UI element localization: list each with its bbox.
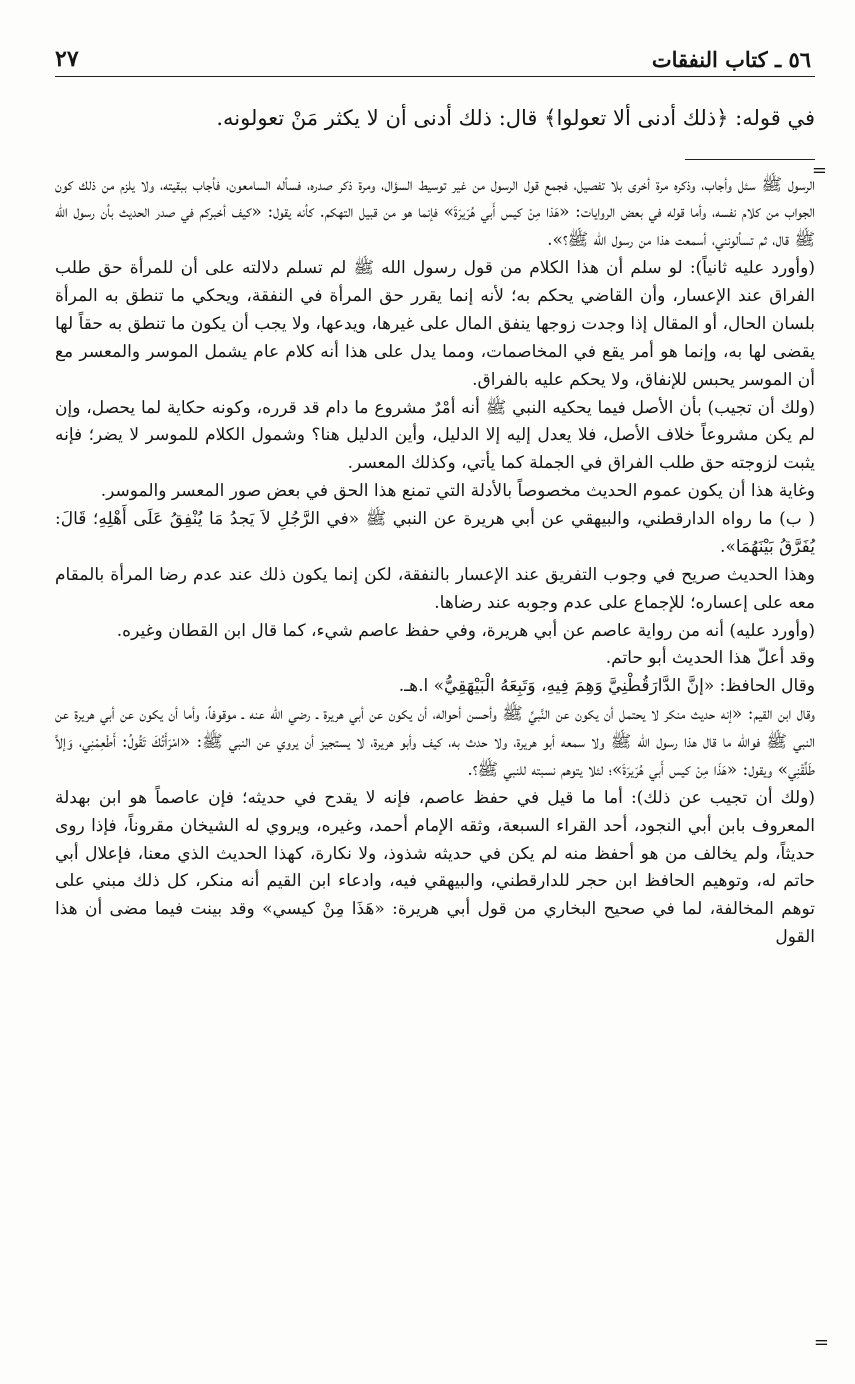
- continuation-mark-top: =: [811, 160, 827, 181]
- footnotes: [55, 172, 815, 953]
- footnote-paragraph: وقال ابن القيم: «إنه حديث منكر لا يحتمل أن يكون عن النَّبيِّ ﷺ وأحسن أحواله، أن يكون عن أبي هريرة ـ رضي الله عنه ـ موقوفاً، وأما أن يكون عن أبي هريرة عن النبي ﷺ فوالله ما قال هذا رسول الله ﷺ ولا سمعه أبو هريرة، ولا حدث به، كيف وأبو هريرة، لا يستجيز أن يروي عن النبي ﷺ: «امْرَأَتُكَ تَقُولُ: أَطْعِمْنِي، وَإلاَّ طَلِّقْنِي» ويقول: «هَذَا مِنْ كيس أَبي هُرَيرَةَ»؛ لئلا يتوهم نسبته للنبي ﷺ؟.: [55, 704, 815, 780]
- footnote-paragraph: (ولك أن تجيب عن ذلك): أما ما قيل في حفظ عاصم، فإنه لا يقدح في حديثه؛ فإن عاصماً هو ابن بهدلة المعروف بابن أبي النجود، أحد القراء السبعة، وثقه الإمام أحمد، وغيره، ويروي له الشيخان مقروناً، فإذا روى حديثاً، ولم يخالف من هو أحفظ منه لم يكن في حديثه شذوذ، ولا نكارة، كهذا الحديث الذي معنا، فإعلال أبي حاتم له، وتوهيم الحافظ ابن حجر للدارقطني، والبيهقي فيه، وادعاء ابن القيم أنه منكر، كل ذلك مبني على توهم المخالفة، لما في صحيح البخاري من قول أبي هريرة: «هَذَا مِنْ كيسي» وقد بينت فيما مضى أن هذا القول: [55, 787, 815, 948]
- footnote-paragraph: (وأورد عليه ثانياً): لو سلم أن هذا الكلام من قول رسول الله ﷺ لم تسلم دلالته على أن للمرأة حق طلب الفراق عند الإعسار، وأن القاضي يحكم به؛ لأنه إنما يقرر حق المرأة في النفقة، ويحكي ما تنطق به المرأة بلسان الحال، أو المقال إذا وجدت زوجها ينفق المال على غيرها، ويدعها، ولا يجب أن يكون ما تنطق به حقاً لها يقضى لها به، وإنما هو أمر يقع في المخاصمات، ومما يدل على هذا أنه كلام عام يشمل الموسر والمعسر مع أن الموسر يحبس للإنفاق، ولا يحكم عليه بالفراق.: [55, 258, 815, 390]
- footnote-paragraph: (وأورد عليه) أنه من رواية عاصم عن أبي هريرة، وفي حفظ عاصم شيء، كما قال ابن القطان وغيره.: [116, 620, 815, 641]
- footnote-separator: [685, 159, 815, 160]
- footnote-paragraph: وقد أعلّ هذا الحديث أبو حاتم.: [605, 648, 815, 669]
- continuation-mark-bottom: =: [813, 1332, 829, 1353]
- footnote-paragraph: (ولك أن تجيب) بأن الأصل فيما يحكيه النبي ﷺ أنه أمْرٌ مشروع ما دام قد قرره، وكونه حكاية لما يحصل، وإن لم يكن مشروعاً خلاف الأصل، فلا يعدل إليه إلا الدليل، وأين الدليل هنا؟ وشمول الكلام للموسر لا يضر؛ فإنه يثبت لزوجته حق طلب الفراق في الجملة كما يأتي، وكذلك المعسر.: [55, 397, 815, 474]
- footnote-paragraph: وغاية هذا أن يكون عموم الحديث مخصوصاً بالأدلة التي تمنع هذا الحق في بعض صور المعسر والموسر.: [100, 481, 815, 502]
- footnote-paragraph: ( ب) ما رواه الدارقطني، والبيهقي عن أبي هريرة عن النبي ﷺ «في الرَّجُلِ لاَ يَجدُ مَا يُنْفِقُ عَلَى أَهْلِهِ؛ قَالَ: يُفَرَّقُ بَيْنَهُمَا».: [55, 509, 815, 557]
- footnote-paragraph: الرسول ﷺ سئل وأجاب، وذكره مرة أخرى بلا تفصيل، فجمع قول الرسول من غير توسيط السؤال، ومرة ذكر صدره، فسأله السامعون، فأجاب ببقيته، ولا يلزم من ذلك كون الجواب من كلام نفسه، وأما قوله في بعض الروايات: «هَذا مِنْ كيس أَبي هُرَيرَةَ» فإنما هو من قبيل التهكم. كأنه يقول: «كيف أخبركم في صدر الحديث بأن رسول الله ﷺ قال، ثم تسألونني، أسمعت هذا من رسول الله ﷺ؟».: [55, 174, 815, 251]
- chapter-title: ٥٦ ـ كتاب النفقات: [651, 47, 811, 72]
- main-text: في قوله: ﴿ذلك أدنى ألا تعولوا﴾ قال: ذلك أدنى أن لا يكثر مَنْ تعولونه.: [216, 106, 815, 130]
- book-page: [55, 30, 815, 952]
- footnote-paragraph: وقال الحافظ: «إنَّ الدَّارَقُطْنِيَّ وَهِمَ فِيهِ، وَتَبِعَهُ الْبَيْهَقِيُّ» ا.هـ.: [398, 676, 815, 697]
- footnote-paragraph: وهذا الحديث صريح في وجوب التفريق عند الإعسار بالنفقة، لكن إنما يكون ذلك عند عدم رضا المرأة بالمقام معه على إعساره؛ للإجماع على عدم وجوبه عند رضاها.: [55, 564, 815, 613]
- running-header: [55, 30, 815, 77]
- page-number: ٢٧: [55, 46, 79, 72]
